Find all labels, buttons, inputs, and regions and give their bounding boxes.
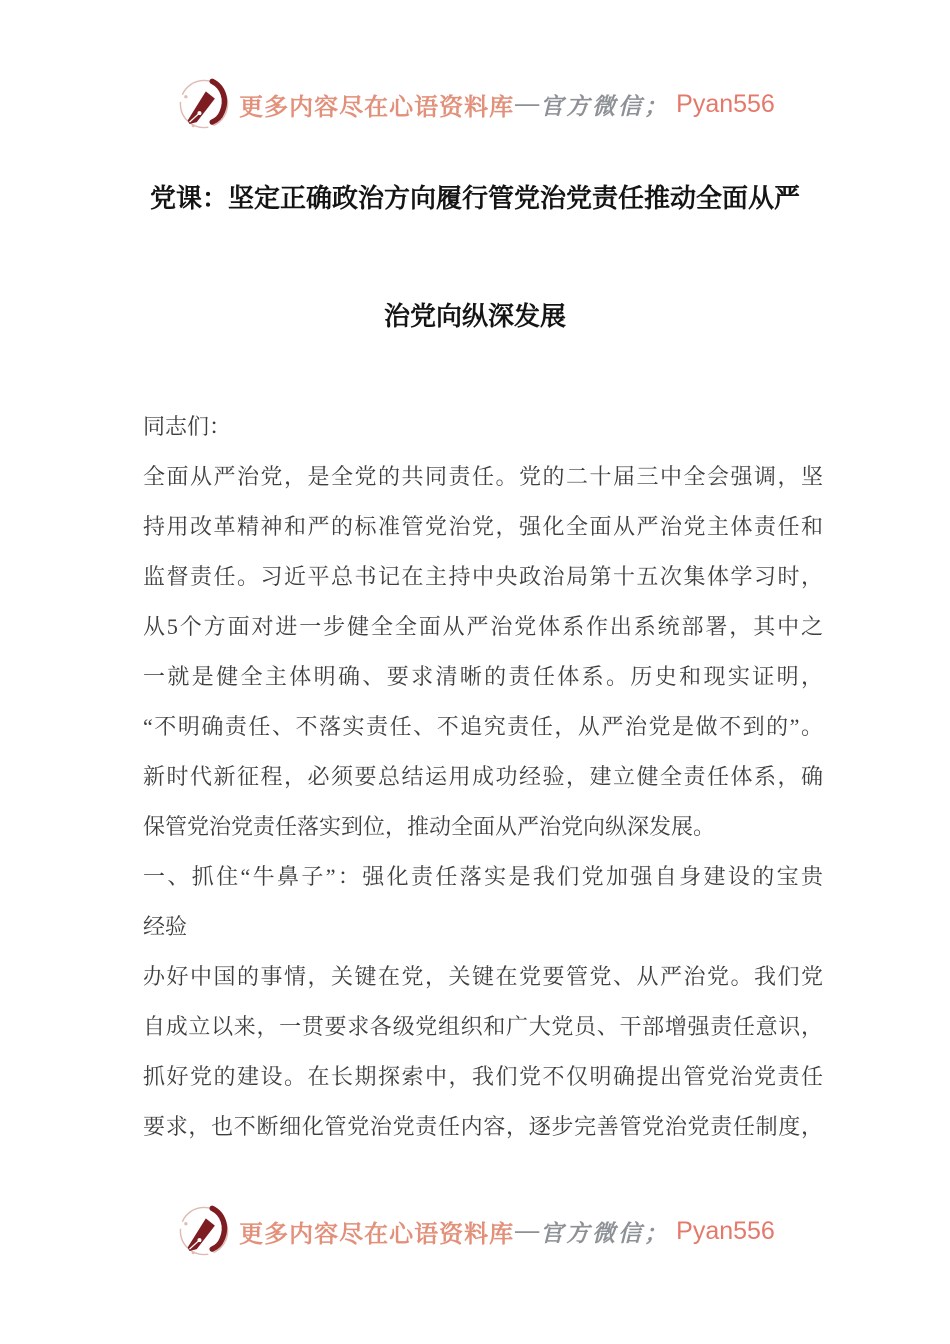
body-text-line: 新时代新征程，必须要总结运用成功经验，建立健全责任体系，确 <box>143 764 823 789</box>
body-text-line: 全面从严治党，是全党的共同责任。党的二十届三中全会强调，坚 <box>143 464 823 489</box>
brand-header <box>0 0 950 133</box>
body-text-line: “不明确责任、不落实责任、不追究责任，从严治党是做不到的”。 <box>143 714 823 739</box>
brand-wechat-label: 官方微信； <box>540 93 671 119</box>
body-text-line: 经验 <box>143 914 188 939</box>
body-text-line: 一就是健全主体明确、要求清晰的责任体系。历史和现实证明， <box>143 664 823 689</box>
brand-dash: — <box>515 90 540 117</box>
body-text-line: 从5个方面对进一步健全全面从严治党体系作出系统部署，其中之 <box>143 614 823 639</box>
body-text-line: 一、抓住“牛鼻子”：强化责任落实是我们党加强自身建设的宝贵 <box>143 864 823 889</box>
pen-nib-logo-icon <box>175 1202 233 1260</box>
brand-wechat-label: 官方微信； <box>540 1220 671 1246</box>
body-text-line: 持用改革精神和严的标准管党治党，强化全面从严治党主体责任和 <box>143 514 823 539</box>
brand-wechat-id: Pyan556 <box>676 89 775 118</box>
document-title-line2: 治党向纵深发展 <box>383 302 566 331</box>
body-text-line: 办好中国的事情，关键在党，关键在党要管党、从严治党。我们党 <box>143 964 823 989</box>
body-text-line: 抓好党的建设。在长期探索中，我们党不仅明确提出管党治党责任 <box>143 1064 823 1089</box>
body-text-line: 保管党治党责任落实到位，推动全面从严治党向纵深发展。 <box>143 814 716 839</box>
document-body <box>143 402 823 1152</box>
body-text-line: 自成立以来，一贯要求各级党组织和广大党员、干部增强责任意识， <box>143 1014 823 1039</box>
brand-dash: — <box>515 1217 540 1244</box>
document-title-line1: 党课：坚定正确政治方向履行管党治党责任推动全面从严 <box>149 184 800 213</box>
body-text-line: 同志们： <box>143 414 232 439</box>
brand-text: 更多内容尽在心语资料库 <box>239 1221 515 1248</box>
brand-text: 更多内容尽在心语资料库 <box>239 94 515 121</box>
brand-footer <box>0 1202 950 1260</box>
body-text-line: 监督责任。习近平总书记在主持中央政治局第十五次集体学习时， <box>143 564 823 589</box>
pen-nib-logo-icon <box>175 75 233 133</box>
brand-wechat-id: Pyan556 <box>676 1216 775 1245</box>
body-text-line: 要求，也不断细化管党治党责任内容，逐步完善管党治党责任制度， <box>143 1114 823 1139</box>
